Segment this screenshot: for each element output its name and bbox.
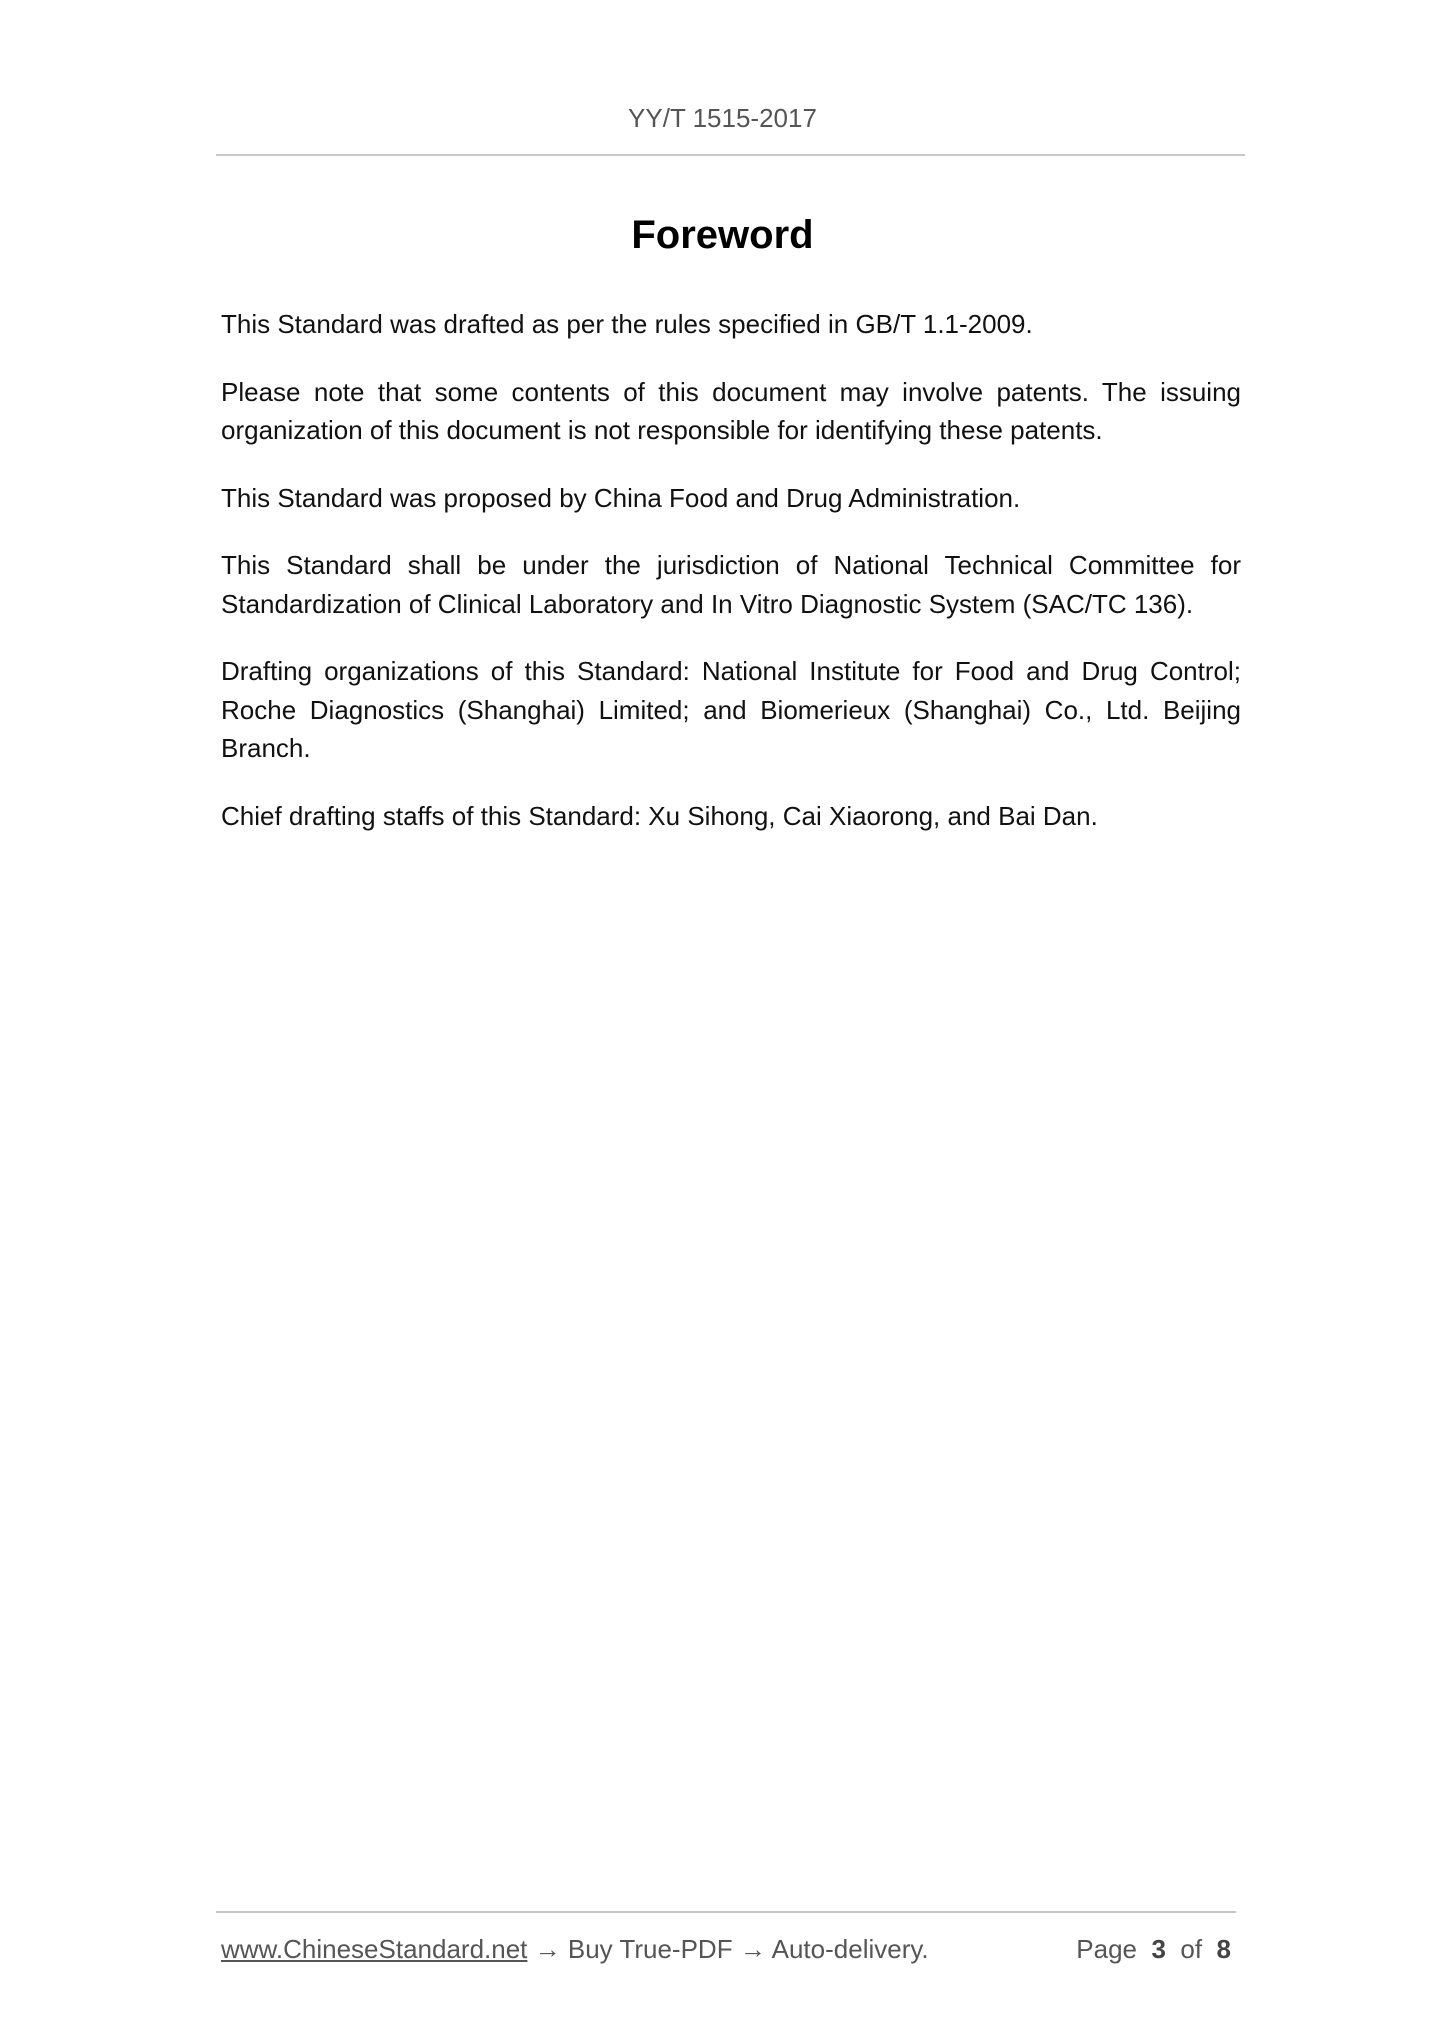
paragraph-patents-notice: Please note that some contents of this document may involve patents. The issuing organization of this document is not responsible for identifying these patents.: [221, 376, 1241, 445]
header-divider: [216, 154, 1245, 156]
footer-divider: [216, 1911, 1236, 1913]
total-pages-number: 8: [1216, 1934, 1231, 1964]
page-indicator: [1076, 1934, 1231, 1965]
auto-delivery-text: Auto-delivery.: [771, 1934, 929, 1964]
paragraph-proposed-by: This Standard was proposed by China Food and Drug Administration.: [221, 482, 1021, 513]
buy-true-pdf-text: Buy True-PDF: [567, 1934, 733, 1964]
of-label: of: [1180, 1934, 1203, 1964]
arrow-right-icon: →: [739, 1934, 766, 1964]
page-label: Page: [1076, 1934, 1138, 1964]
current-page-number: 3: [1151, 1934, 1166, 1964]
paragraph-drafting-organizations: Drafting organizations of this Standard: National Institute for Food and Drug Control; Roche Diagnostics (Shanghai) Limited; and Biomerieux (Shanghai) Co., Ltd. Beijing Branch.: [221, 656, 1241, 763]
paragraph-jurisdiction: This Standard shall be under the jurisdiction of National Technical Committee for Standardization of Clinical Laboratory and In Vitro Diagnostic System (SAC/TC 136).: [221, 550, 1241, 619]
arrow-right-icon: →: [534, 1934, 561, 1964]
foreword-body: [221, 305, 1241, 864]
footer-promo: [221, 1934, 929, 1965]
page-title: Foreword: [631, 213, 814, 257]
paragraph-chief-drafting-staffs: Chief drafting staffs of this Standard: Xu Sihong, Cai Xiaorong, and Bai Dan.: [221, 800, 1098, 831]
document-code-header: YY/T 1515-2017: [628, 103, 817, 133]
page-footer: [221, 1934, 1231, 1974]
paragraph-drafting-rules: This Standard was drafted as per the rules specified in GB/T 1.1-2009.: [221, 309, 1033, 339]
website-link[interactable]: www.ChineseStandard.net: [221, 1934, 528, 1964]
